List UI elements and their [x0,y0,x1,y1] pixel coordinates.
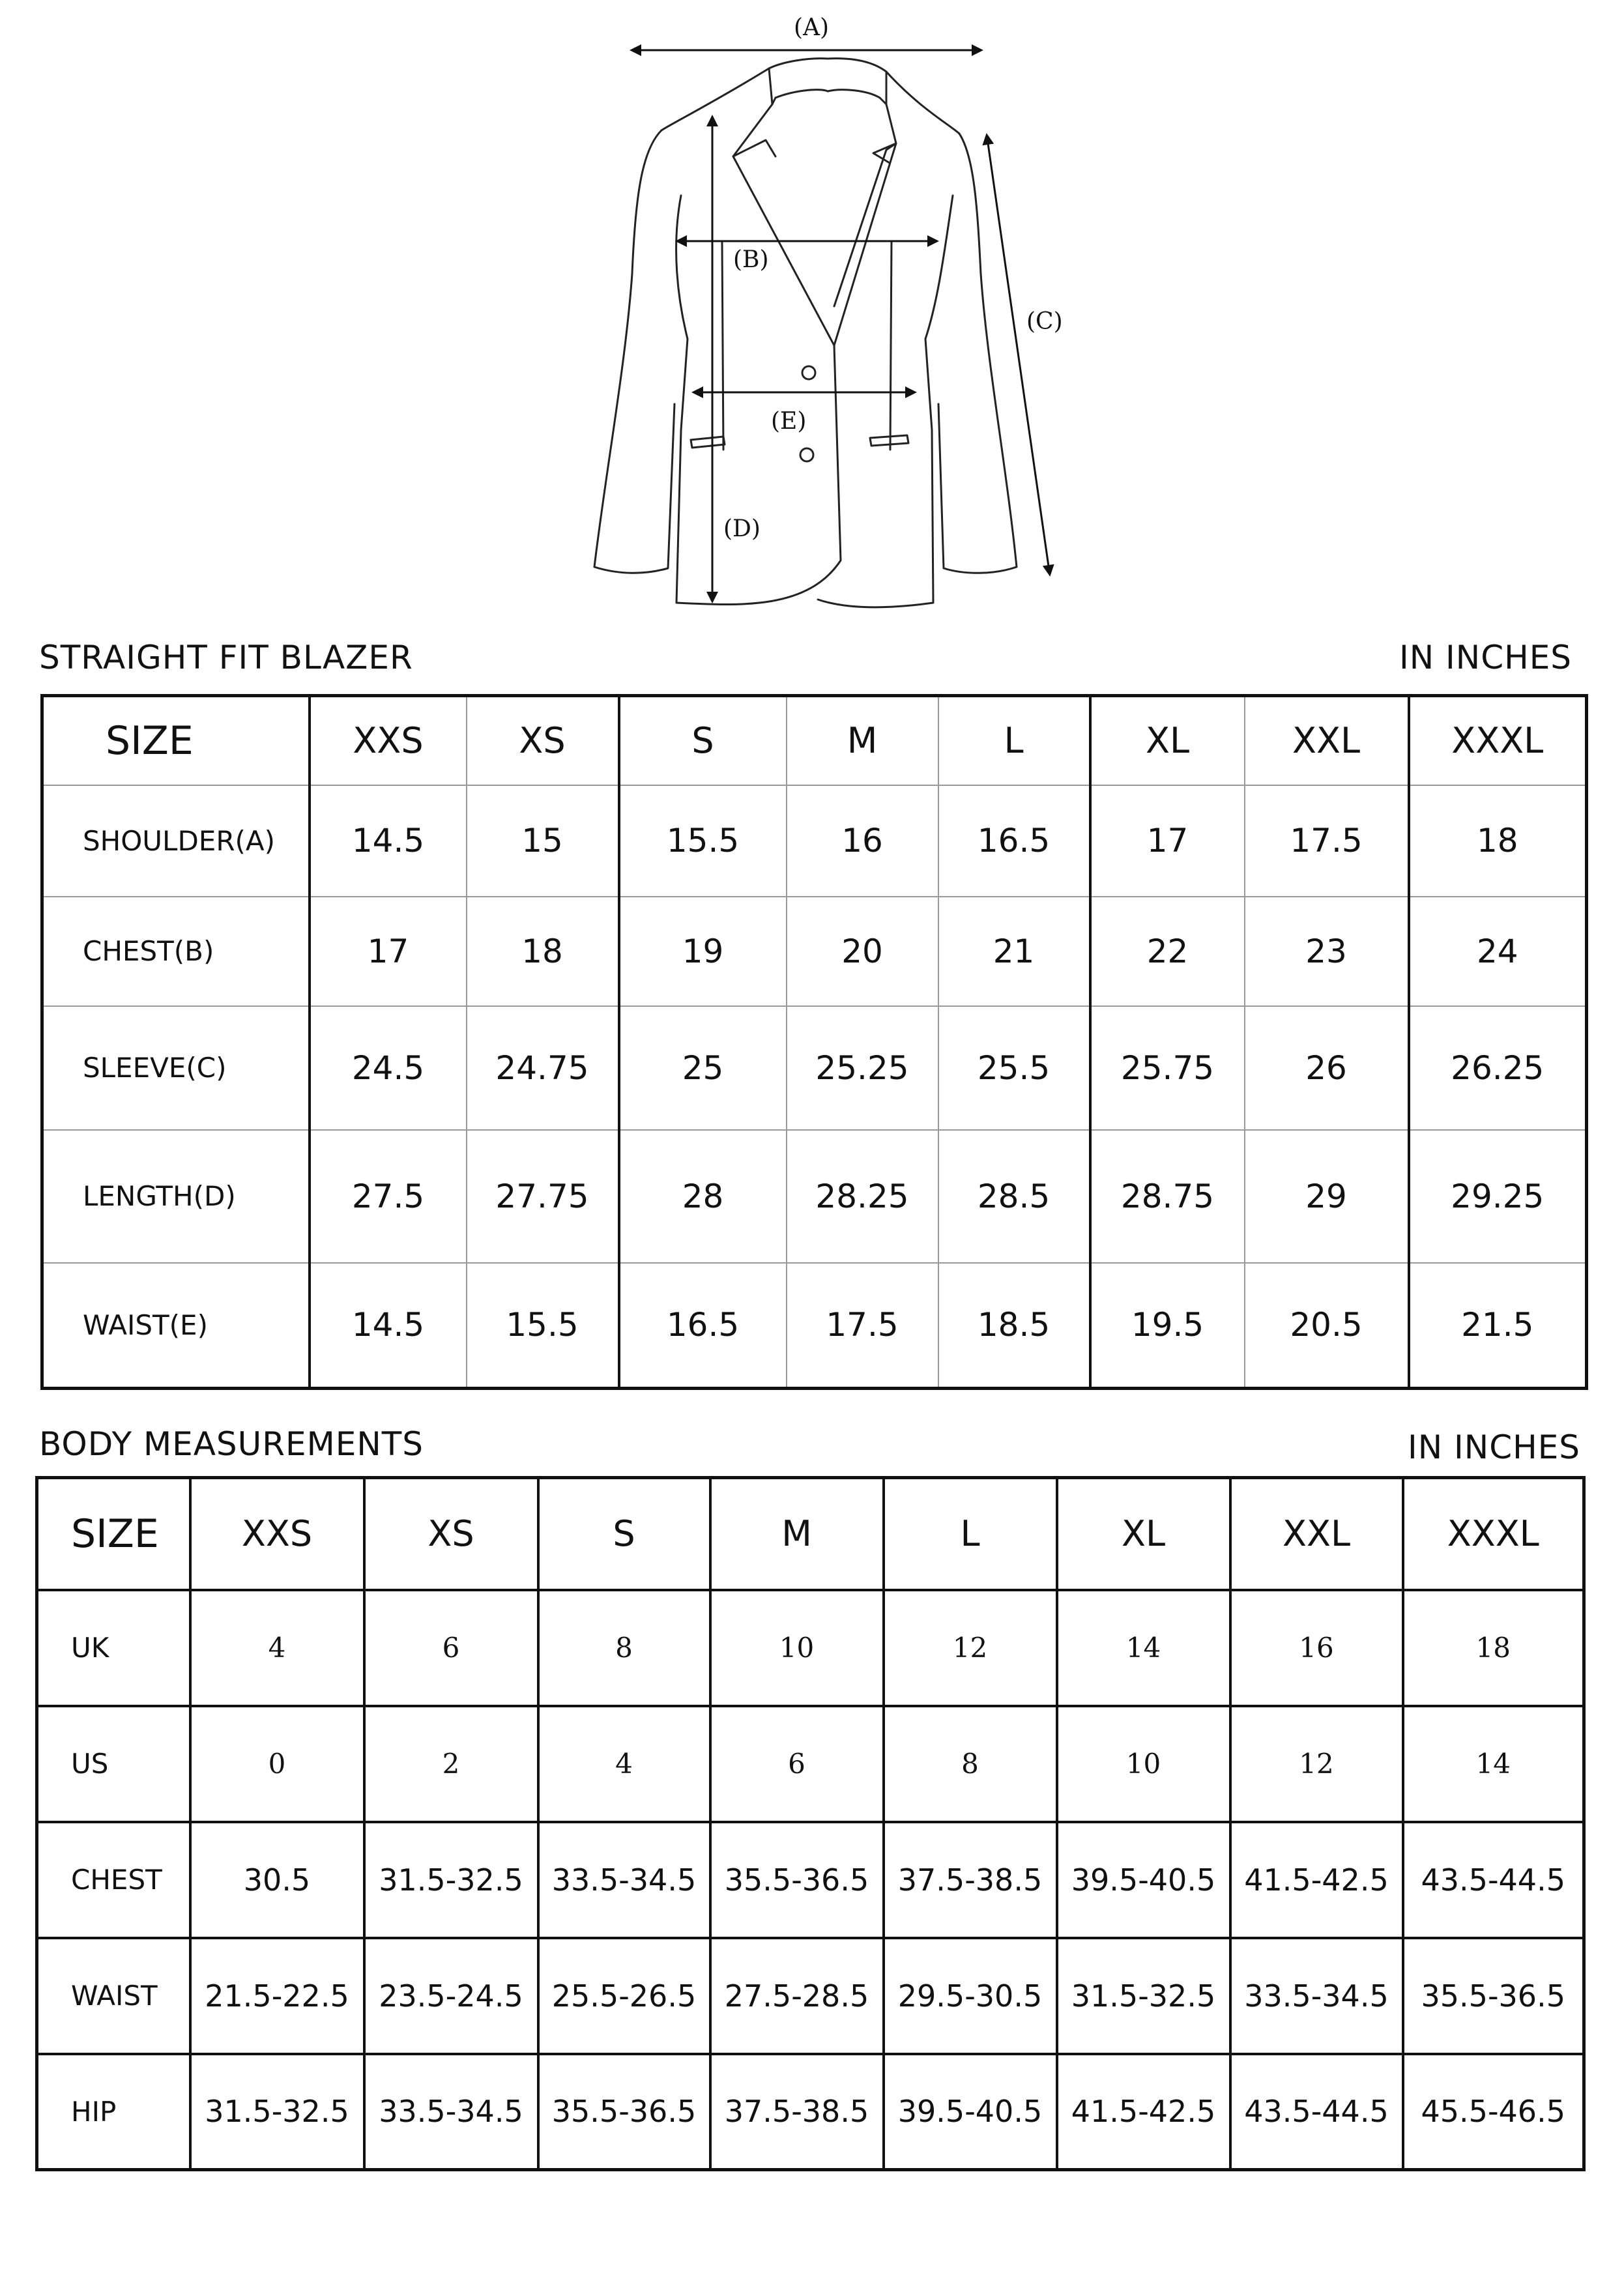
table-cell: 17.5 [787,1263,938,1389]
size-column-header: XXS [190,1478,364,1590]
table-cell: 19.5 [1090,1263,1245,1389]
table-cell: 29 [1245,1130,1409,1263]
row-label: UK [37,1590,190,1706]
blazer-size-table [40,694,1588,1390]
table-cell: 15.5 [619,785,787,897]
table-cell: 21.5 [1409,1263,1587,1389]
table-cell: 33.5-34.5 [1230,1938,1403,2054]
table-cell: 28.5 [938,1130,1090,1263]
table-cell: 20.5 [1245,1263,1409,1389]
label-a: (A) [794,14,830,41]
table-cell: 25.25 [787,1006,938,1130]
table-cell: 35.5-36.5 [1403,1938,1584,2054]
table-cell: 12 [884,1590,1057,1706]
row-label: US [37,1706,190,1822]
size-column-header: S [538,1478,710,1590]
header-row [42,696,1587,785]
table-cell: 26.25 [1409,1006,1587,1130]
size-column-header: XXXL [1409,696,1587,785]
table-cell: 23.5-24.5 [364,1938,538,2054]
table-row [37,1822,1584,1938]
table-cell: 25.5 [938,1006,1090,1130]
size-column-header: XS [467,696,619,785]
table-cell: 37.5-38.5 [710,2054,884,2170]
row-label: LENGTH(D) [42,1130,310,1263]
size-column-header: XXL [1230,1478,1403,1590]
table-cell: 41.5-42.5 [1230,1822,1403,1938]
table-cell: 19 [619,897,787,1006]
table-cell: 17 [310,897,467,1006]
table-cell: 14.5 [310,1263,467,1389]
table-cell: 27.5 [310,1130,467,1263]
body-title: BODY MEASUREMENTS [39,1425,424,1463]
table-cell: 24.75 [467,1006,619,1130]
table-cell: 31.5-32.5 [1057,1938,1230,2054]
table-cell: 10 [710,1590,884,1706]
size-column-header: M [787,696,938,785]
size-column-header: M [710,1478,884,1590]
table-cell: 25.75 [1090,1006,1245,1130]
table-cell: 45.5-46.5 [1403,2054,1584,2170]
table-cell: 28 [619,1130,787,1263]
table-cell: 26 [1245,1006,1409,1130]
blazer-title: STRAIGHT FIT BLAZER [39,639,413,676]
row-label: CHEST [37,1822,190,1938]
table-cell: 8 [884,1706,1057,1822]
size-column-header: XS [364,1478,538,1590]
table-cell: 33.5-34.5 [364,2054,538,2170]
table-cell: 16 [1230,1590,1403,1706]
table-cell: 24 [1409,897,1587,1006]
table-cell: 16.5 [619,1263,787,1389]
table-cell: 30.5 [190,1822,364,1938]
table-row [37,1706,1584,1822]
table-cell: 18 [1403,1590,1584,1706]
size-header: SIZE [71,1511,159,1557]
table-cell: 43.5-44.5 [1403,1822,1584,1938]
table-cell: 31.5-32.5 [190,2054,364,2170]
table-cell: 29.5-30.5 [884,1938,1057,2054]
table-cell: 21 [938,897,1090,1006]
table-cell: 14 [1057,1590,1230,1706]
size-column-header: XXXL [1403,1478,1584,1590]
table-cell: 31.5-32.5 [364,1822,538,1938]
table-row [42,785,1587,897]
table-cell: 43.5-44.5 [1230,2054,1403,2170]
body-measurement-table [35,1476,1586,2171]
table-row [42,897,1587,1006]
table-cell: 25 [619,1006,787,1130]
size-column-header: S [619,696,787,785]
row-label: SLEEVE(C) [42,1006,310,1130]
label-e: (E) [771,408,807,435]
table-cell: 41.5-42.5 [1057,2054,1230,2170]
table-cell: 15 [467,785,619,897]
table-cell: 35.5-36.5 [710,1822,884,1938]
table-cell: 6 [364,1590,538,1706]
row-label: WAIST(E) [42,1263,310,1389]
body-unit: IN INCHES [1408,1428,1581,1466]
table-cell: 28.75 [1090,1130,1245,1263]
table-cell: 16 [787,785,938,897]
table-row [42,1006,1587,1130]
table-cell: 14.5 [310,785,467,897]
size-header: SIZE [106,717,194,764]
blazer-diagram [573,7,1095,626]
row-label: CHEST(B) [42,897,310,1006]
table-cell: 28.25 [787,1130,938,1263]
table-cell: 0 [190,1706,364,1822]
header-row [37,1478,1584,1590]
table-cell: 21.5-22.5 [190,1938,364,2054]
table-cell: 4 [538,1706,710,1822]
table-cell: 33.5-34.5 [538,1822,710,1938]
size-column-header: L [938,696,1090,785]
table-cell: 17 [1090,785,1245,897]
table-cell: 10 [1057,1706,1230,1822]
row-label: WAIST [37,1938,190,2054]
table-cell: 24.5 [310,1006,467,1130]
table-cell: 8 [538,1590,710,1706]
table-cell: 14 [1403,1706,1584,1822]
table-row [42,1263,1587,1389]
label-d: (D) [723,515,761,542]
table-cell: 18.5 [938,1263,1090,1389]
table-cell: 25.5-26.5 [538,1938,710,2054]
table-cell: 18 [1409,785,1587,897]
table-cell: 18 [467,897,619,1006]
label-b: (B) [733,246,769,273]
table-row [37,2054,1584,2170]
size-column-header: XL [1057,1478,1230,1590]
size-column-header: XXL [1245,696,1409,785]
table-row [42,1130,1587,1263]
table-cell: 12 [1230,1706,1403,1822]
table-cell: 29.25 [1409,1130,1587,1263]
table-cell: 20 [787,897,938,1006]
size-column-header: XXS [310,696,467,785]
size-column-header: XL [1090,696,1245,785]
row-label: SHOULDER(A) [42,785,310,897]
table-cell: 37.5-38.5 [884,1822,1057,1938]
table-cell: 27.5-28.5 [710,1938,884,2054]
table-cell: 2 [364,1706,538,1822]
table-cell: 6 [710,1706,884,1822]
blazer-unit: IN INCHES [1399,639,1573,676]
size-column-header: L [884,1478,1057,1590]
table-cell: 39.5-40.5 [884,2054,1057,2170]
table-cell: 22 [1090,897,1245,1006]
table-cell: 27.75 [467,1130,619,1263]
table-row [37,1590,1584,1706]
table-cell: 35.5-36.5 [538,2054,710,2170]
table-cell: 17.5 [1245,785,1409,897]
table-cell: 39.5-40.5 [1057,1822,1230,1938]
row-label: HIP [37,2054,190,2170]
table-cell: 15.5 [467,1263,619,1389]
table-cell: 4 [190,1590,364,1706]
table-cell: 16.5 [938,785,1090,897]
table-cell: 23 [1245,897,1409,1006]
table-row [37,1938,1584,2054]
label-c: (C) [1026,308,1063,335]
